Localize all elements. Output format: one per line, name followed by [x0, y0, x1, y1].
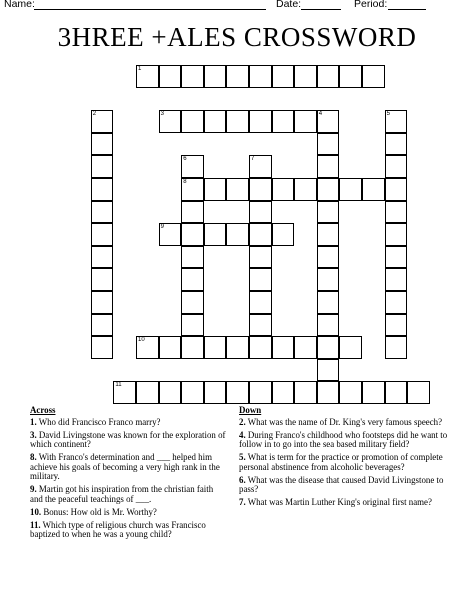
grid-cell[interactable]	[204, 381, 227, 404]
grid-cell[interactable]	[249, 314, 272, 337]
grid-cell[interactable]	[385, 336, 408, 359]
clue-text: Which type of religious church was Francisco baptized to when he was a young child?	[30, 519, 206, 540]
grid-cell[interactable]	[91, 178, 114, 201]
grid-cell[interactable]	[385, 155, 408, 178]
grid-cell[interactable]	[91, 336, 114, 359]
grid-cell[interactable]	[317, 155, 340, 178]
grid-cell[interactable]	[204, 65, 227, 88]
grid-cell[interactable]	[204, 223, 227, 246]
grid-cell[interactable]	[91, 268, 114, 291]
grid-cell[interactable]	[181, 291, 204, 314]
grid-cell[interactable]	[226, 336, 249, 359]
clue-number-label: 7.	[239, 497, 246, 508]
clue-text: David Livingstone was known for the exploration of which continent?	[30, 429, 226, 450]
clue-number-label: 8.	[30, 452, 37, 463]
clue-number: 4	[318, 111, 323, 118]
grid-cell[interactable]	[181, 110, 204, 133]
down-clue	[239, 431, 449, 450]
grid-cell[interactable]	[317, 381, 340, 404]
grid-cell[interactable]	[339, 381, 362, 404]
grid-cell[interactable]	[385, 223, 408, 246]
grid-cell[interactable]	[181, 65, 204, 88]
grid-cell[interactable]	[407, 381, 430, 404]
grid-cell[interactable]	[226, 65, 249, 88]
down-clues	[239, 406, 449, 511]
grid-cell[interactable]	[181, 314, 204, 337]
grid-cell[interactable]	[226, 178, 249, 201]
grid-cell[interactable]	[294, 178, 317, 201]
grid-cell[interactable]	[91, 110, 114, 133]
grid-cell[interactable]	[317, 178, 340, 201]
grid-cell[interactable]	[181, 246, 204, 269]
grid-cell[interactable]	[181, 268, 204, 291]
grid-cell[interactable]	[249, 381, 272, 404]
clue-number: 1	[138, 66, 142, 72]
grid-cell[interactable]	[91, 223, 114, 246]
grid-cell[interactable]	[317, 110, 340, 133]
grid-cell[interactable]	[339, 178, 362, 201]
clue-text: With Franco's determination and ___ helped him achieve his goals of becoming a very high rank in the military.	[30, 452, 220, 482]
clue-number: 7	[251, 156, 255, 163]
grid-cell[interactable]	[249, 65, 272, 88]
grid-cell[interactable]	[181, 336, 204, 359]
grid-cell[interactable]	[136, 381, 159, 404]
clue-number-label: 9.	[30, 484, 37, 495]
grid-cell[interactable]	[159, 110, 182, 133]
clue-text: What was Martin Luther King's original first name?	[245, 497, 432, 508]
down-clue	[239, 476, 449, 495]
grid-cell[interactable]	[317, 336, 340, 359]
grid-cell[interactable]	[385, 201, 408, 224]
grid-cell[interactable]	[159, 65, 182, 88]
across-clue	[30, 508, 228, 518]
grid-cell[interactable]	[181, 223, 204, 246]
clue-number: 2	[92, 111, 97, 118]
clue-number: 3	[160, 111, 164, 118]
clue-number-label: 5.	[239, 452, 246, 463]
clue-number-label: 11.	[30, 519, 41, 530]
grid-cell[interactable]	[317, 359, 340, 382]
grid-cell[interactable]	[362, 381, 385, 404]
grid-cell[interactable]	[385, 268, 408, 291]
grid-cell[interactable]	[249, 336, 272, 359]
across-clue	[30, 521, 228, 540]
grid-cell[interactable]	[159, 336, 182, 359]
down-clue	[239, 453, 449, 472]
grid-cell[interactable]	[91, 155, 114, 178]
clue-number: 11	[115, 382, 122, 389]
grid-cell[interactable]	[136, 336, 159, 359]
grid-cell[interactable]	[226, 110, 249, 133]
grid-cell[interactable]	[385, 381, 408, 404]
grid-cell[interactable]	[272, 65, 295, 88]
down-heading: Down	[239, 405, 262, 415]
grid-cell[interactable]	[272, 110, 295, 133]
across-clue	[30, 485, 228, 504]
clue-number: 10	[138, 337, 145, 344]
clue-text: Martin got his inspiration from the christian faith and the peaceful teachings of ___.	[30, 484, 214, 504]
grid-cell[interactable]	[294, 336, 317, 359]
grid-cell[interactable]	[91, 201, 114, 224]
clue-number-label: 1.	[30, 416, 37, 427]
grid-cell[interactable]	[181, 381, 204, 404]
grid-cell[interactable]	[181, 155, 204, 178]
across-heading: Across	[30, 405, 56, 415]
grid-cell[interactable]	[249, 268, 272, 291]
clue-text: Bonus: How old is Mr. Worthy?	[41, 506, 157, 517]
grid-cell[interactable]	[181, 201, 204, 224]
grid-cell[interactable]	[249, 110, 272, 133]
grid-cell[interactable]	[385, 178, 408, 201]
grid-cell[interactable]	[91, 246, 114, 269]
grid-cell[interactable]	[249, 246, 272, 269]
grid-cell[interactable]	[385, 110, 408, 133]
clue-number-label: 6.	[239, 474, 246, 485]
grid-cell[interactable]	[317, 65, 340, 88]
grid-cell[interactable]	[294, 381, 317, 404]
grid-cell[interactable]	[339, 65, 362, 88]
grid-cell[interactable]	[91, 314, 114, 337]
grid-cell[interactable]	[226, 381, 249, 404]
name-label: Name:	[4, 0, 35, 10]
clue-number: 6	[183, 156, 187, 163]
down-clue	[239, 498, 449, 508]
grid-cell[interactable]	[249, 155, 272, 178]
grid-cell[interactable]	[317, 201, 340, 224]
grid-cell[interactable]	[317, 268, 340, 291]
across-clue	[30, 431, 228, 450]
grid-cell[interactable]	[362, 178, 385, 201]
across-clue	[30, 453, 228, 482]
grid-cell[interactable]	[317, 223, 340, 246]
date-label: Date:	[276, 0, 302, 10]
clue-number: 5	[386, 111, 390, 118]
grid-cell[interactable]	[317, 314, 340, 337]
grid-cell[interactable]	[113, 381, 136, 404]
grid-cell[interactable]	[204, 336, 227, 359]
grid-cell[interactable]	[294, 110, 317, 133]
down-clue	[239, 418, 449, 428]
across-clue-list	[30, 418, 228, 540]
down-clue-list	[239, 418, 449, 508]
grid-cell[interactable]	[317, 291, 340, 314]
grid-cell[interactable]	[317, 246, 340, 269]
clue-number-label: 2.	[239, 416, 246, 427]
clue-text: What was the disease that caused David Livingstone to pass?	[239, 474, 444, 495]
grid-cell[interactable]	[159, 381, 182, 404]
grid-cell[interactable]	[385, 314, 408, 337]
clue-number: 8	[183, 179, 187, 185]
grid-cell[interactable]	[339, 336, 362, 359]
grid-cell[interactable]	[272, 336, 295, 359]
grid-cell[interactable]	[249, 201, 272, 224]
across-clues	[30, 406, 228, 543]
grid-cell[interactable]	[249, 178, 272, 201]
grid-cell[interactable]	[362, 65, 385, 88]
clue-number: 9	[160, 224, 164, 231]
clue-text: Who did Francisco Franco marry?	[36, 416, 161, 427]
grid-cell[interactable]	[136, 65, 159, 88]
across-clue	[30, 418, 228, 428]
grid-cell[interactable]	[385, 291, 408, 314]
grid-cell[interactable]	[91, 133, 114, 156]
clue-number-label: 10.	[30, 506, 42, 517]
grid-cell[interactable]	[226, 223, 249, 246]
grid-cell[interactable]	[91, 291, 114, 314]
grid-cell[interactable]	[249, 291, 272, 314]
grid-cell[interactable]	[204, 110, 227, 133]
page-title: 3HREE +ALES CROSSWORD	[57, 22, 417, 52]
clue-number-label: 3.	[30, 429, 37, 440]
period-label: Period:	[354, 0, 388, 10]
grid-cell[interactable]	[249, 223, 272, 246]
clue-number-label: 4.	[239, 429, 246, 440]
grid-cell[interactable]	[272, 178, 295, 201]
grid-cell[interactable]	[181, 178, 204, 201]
clue-text: What was the name of Dr. King's very famous speech?	[245, 416, 443, 427]
clue-text: During Franco's childhood who footsteps did he want to follow in to go into the sea based military field?	[239, 429, 448, 450]
grid-cell[interactable]	[385, 246, 408, 269]
clue-text: What is term for the practice or promotion of complete personal abstinence from alcoholic beverages?	[239, 452, 443, 472]
grid-cell[interactable]	[159, 223, 182, 246]
grid-cell[interactable]	[272, 223, 295, 246]
grid-cell[interactable]	[272, 381, 295, 404]
grid-cell[interactable]	[204, 178, 227, 201]
grid-cell[interactable]	[385, 133, 408, 156]
grid-cell[interactable]	[294, 65, 317, 88]
grid-cell[interactable]	[317, 133, 340, 156]
